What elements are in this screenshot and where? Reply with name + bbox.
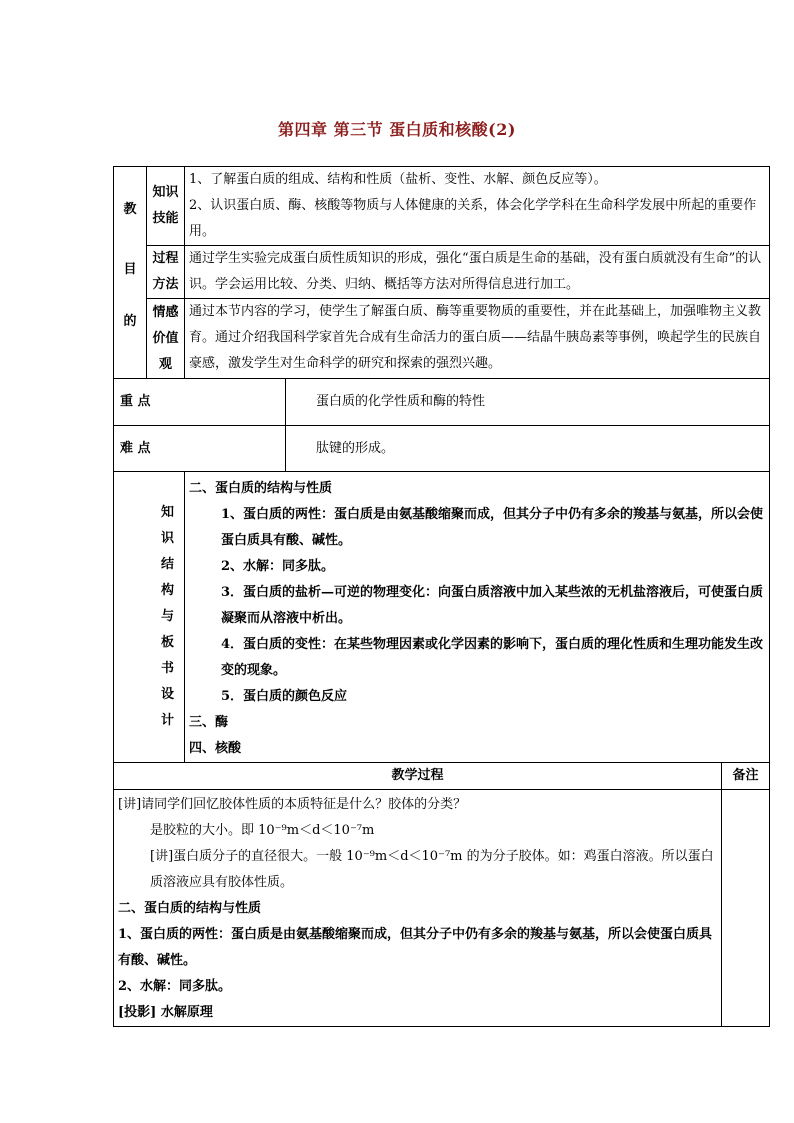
board-item: 3．蛋白质的盐析—可逆的物理变化：向蛋白质溶液中加入某些浓的无机盐溶液后，可使蛋白质凝聚而从溶液中析出。 [221, 585, 764, 626]
objectives-side-label: 教 目 的 [114, 167, 147, 379]
key-point-label: 重 点 [114, 379, 286, 426]
process-item: 1、蛋白质的两性：蛋白质是由氨基酸缩聚而成，但其分子中仍有多余的羧基与氨基，所以会使蛋白质具有酸、碱性。 [118, 927, 713, 968]
process-method-content: 通过学生实验完成蛋白质性质知识的形成，强化“蛋白质是生命的基础，没有蛋白质就没有生命”的认识。学会运用比较、分类、归纳、概括等方法对所得信息进行加工。 [185, 246, 770, 299]
process-heading: 二、蛋白质的结构与性质 [118, 901, 262, 916]
board-item: 1、蛋白质的两性：蛋白质是由氨基酸缩聚而成，但其分子中仍有多余的羧基与氨基，所以会使蛋白质具有酸、碱性。 [221, 507, 764, 548]
difficulty-text: 肽键的形成。 [286, 426, 770, 472]
notes-content [722, 790, 770, 1027]
key-point-text: 蛋白质的化学性质和酶的特性 [286, 379, 770, 426]
board-design-label: 知 识 结 构 与 板 书 设 计 [114, 472, 185, 763]
board-heading: 二、蛋白质的结构与性质 [189, 481, 333, 496]
process-projection: [投影] 水解原理 [118, 1005, 213, 1020]
emotion-value-content: 通过本节内容的学习，使学生了解蛋白质、酶等重要物质的重要性，并在此基础上，加强唯物主义教育。通过介绍我国科学家首先合成有生命活力的蛋白质——结晶牛胰岛素等事例，唤起学生的民族自豪感，激发学生对生命科学的研究和探索的强烈兴趣。 [185, 299, 770, 379]
board-tail: 三、酶 [189, 715, 229, 730]
board-design-content [185, 472, 770, 763]
knowledge-skill-content: 1、了解蛋白质的组成、结构和性质（盐析、变性、水解、颜色反应等）。 2、认识蛋白质、酶、核酸等物质与人体健康的关系，体会化学学科在生命科学发展中所起的重要作用。 [185, 167, 770, 246]
process-answer: 是胶粒的大小。即 10⁻⁹m＜d＜10⁻⁷m [150, 823, 375, 838]
board-item: 2、水解：同多肽。 [221, 559, 335, 574]
board-tail: 四、核酸 [189, 741, 242, 756]
board-item: 5．蛋白质的颜色反应 [221, 689, 348, 704]
lesson-plan-table [113, 166, 770, 1027]
process-item: 2、水解：同多肽。 [118, 979, 232, 994]
teaching-process-header: 教学过程 [114, 763, 722, 790]
page-title: 第四章 第三节 蛋白质和核酸(2) [278, 120, 516, 139]
knowledge-skill-label: 知识 技能 [147, 167, 185, 246]
board-item: 4．蛋白质的变性：在某些物理因素或化学因素的影响下，蛋白质的理化性质和生理功能发生改变的现象。 [221, 637, 764, 678]
process-paragraph: [讲]蛋白质分子的直径很大。一般 10⁻⁹m＜d＜10⁻⁷m 的为分子胶体。如：鸡蛋白溶液。所以蛋白质溶液应具有胶体性质。 [150, 849, 714, 890]
process-question: [讲]请同学们回忆胶体性质的本质特征是什么？胶体的分类？ [118, 797, 467, 812]
emotion-value-label: 情感 价值观 [147, 299, 185, 379]
teaching-process-content [114, 790, 722, 1027]
process-method-label: 过程 方法 [147, 246, 185, 299]
difficulty-label: 难 点 [114, 426, 286, 472]
notes-header: 备注 [722, 763, 770, 790]
